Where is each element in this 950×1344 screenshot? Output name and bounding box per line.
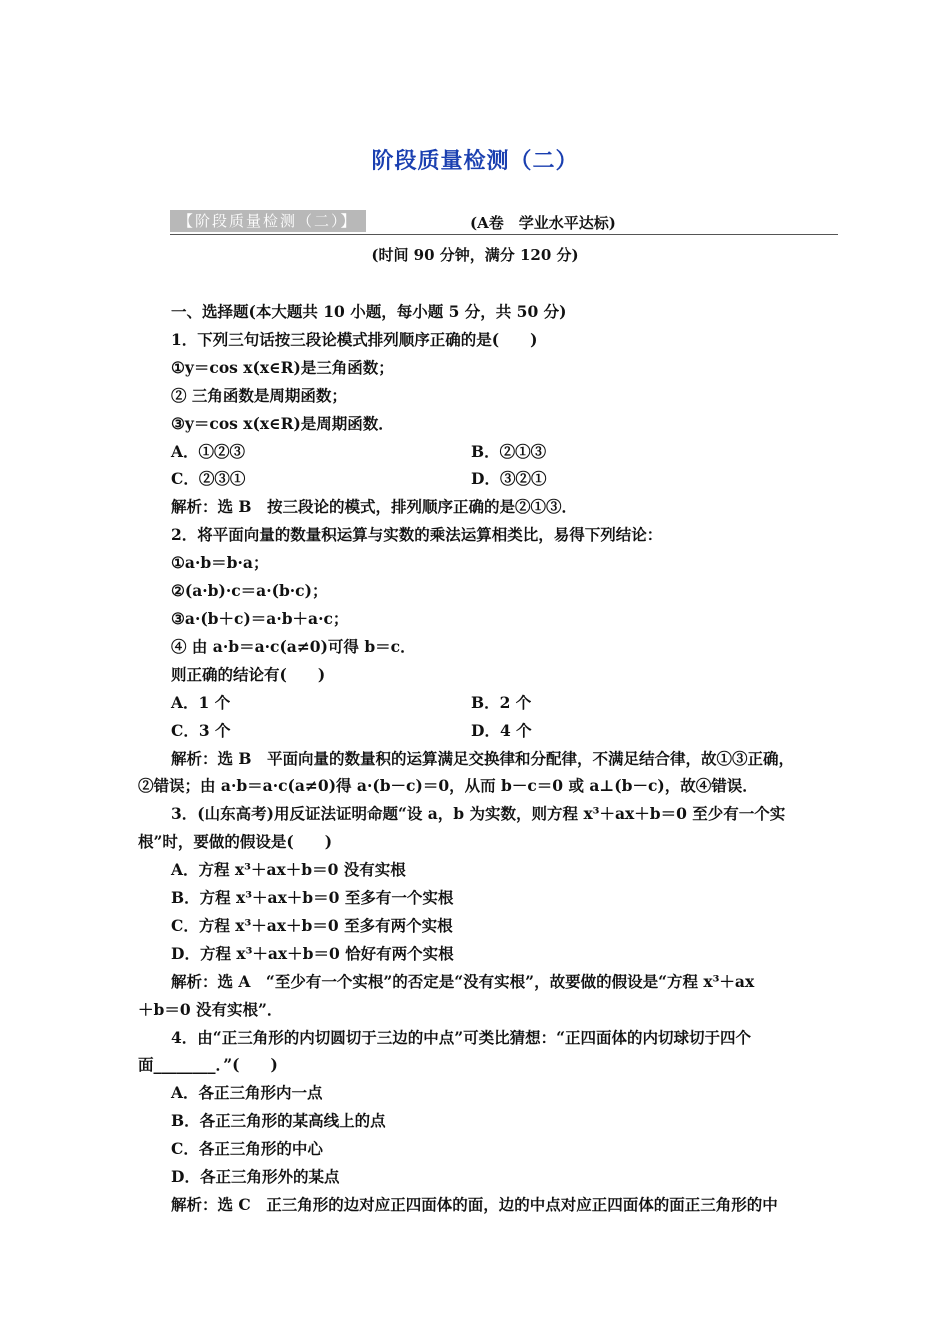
q2-answer: 解析：选 B 平面向量的数量积的运算满足交换律和分配律，不满足结合律，故①③正确，	[171, 748, 794, 768]
q1-option-c: C．②③①	[171, 469, 246, 489]
q1-stem: 1．下列三句话按三段论模式排列顺序正确的是( )	[171, 329, 538, 349]
q4-option-d: D．各正三角形外的某点	[171, 1167, 340, 1187]
q2-item: ③a·(b＋c)＝a·b＋a·c；	[171, 608, 349, 628]
q1-item: ③y＝cos x(x∈R)是周期函数．	[171, 413, 394, 433]
q3-answer-cont: ＋b＝0 没有实根”．	[138, 999, 283, 1019]
q2-options-row	[138, 689, 818, 717]
q1-options-row	[138, 438, 818, 466]
q2-option-b: B．2 个	[471, 692, 532, 712]
q2-option-a: A．1 个	[171, 692, 231, 712]
q1-option-b: B．②①③	[471, 441, 547, 461]
q3-option-c: C．方程 x³＋ax＋b＝0 至多有两个实根	[171, 915, 453, 935]
q2-options-row	[138, 717, 818, 745]
q4-option-a: A．各正三角形内一点	[171, 1083, 323, 1103]
q2-item: ①a·b＝b·a；	[171, 553, 269, 573]
q1-options-row	[138, 465, 818, 493]
exam-meta: (时间 90 分钟，满分 120 分)	[371, 246, 579, 264]
q4-stem-cont: 面________．”( )	[138, 1055, 278, 1075]
q1-item: ② 三角函数是周期函数；	[171, 385, 347, 405]
q4-stem: 4．由“正三角形的内切圆切于三边的中点”可类比猜想：“正四面体的内切球切于四个	[171, 1027, 752, 1047]
q4-answer: 解析：选 C 正三角形的边对应正四面体的面，边的中点对应正四面体的面正三角形的中	[171, 1195, 778, 1214]
q3-answer: 解析：选 A “至少有一个实根”的否定是“没有实根”，故要做的假设是“方程 x³＋ax	[171, 971, 755, 991]
q1-option-d: D．③②①	[471, 469, 547, 489]
q2-item: ④ 由 a·b＝a·c(a≠0)可得 b＝c．	[171, 636, 416, 656]
q3-option-b: B．方程 x³＋ax＋b＝0 至多有一个实根	[171, 888, 454, 908]
page-title: 阶段质量检测（二）	[371, 148, 579, 174]
q2-ask: 则正确的结论有( )	[171, 664, 326, 684]
q2-item: ②(a·b)·c＝a·(b·c)；	[171, 581, 328, 601]
q2-option-c: C．3 个	[171, 720, 231, 740]
q2-option-d: D．4 个	[471, 720, 532, 740]
q4-option-c: C．各正三角形的中心	[171, 1139, 323, 1159]
section-tag: 【阶段质量检测（二）】	[170, 210, 366, 232]
q3-stem: 3．(山东高考)用反证法证明命题“设 a，b 为实数，则方程 x³＋ax＋b＝0 至少有一个实	[171, 804, 786, 824]
section-header	[170, 210, 838, 235]
q3-option-d: D．方程 x³＋ax＋b＝0 恰好有两个实根	[171, 943, 454, 963]
question-list	[138, 298, 818, 1219]
q4-option-b: B．各正三角形的某高线上的点	[171, 1111, 386, 1131]
q3-option-a: A．方程 x³＋ax＋b＝0 没有实根	[171, 860, 406, 880]
q2-stem: 2．将平面向量的数量积运算与实数的乘法运算相类比，易得下列结论：	[171, 525, 663, 545]
q1-item: ①y＝cos x(x∈R)是三角函数；	[171, 357, 394, 377]
q1-option-a: A．①②③	[171, 441, 246, 461]
q2-answer-cont: ②错误；由 a·b＝a·c(a≠0)得 a·(b－c)＝0，从而 b－c＝0 或 a⊥(b－c)，故④错误．	[138, 776, 758, 796]
q1-answer: 解析：选 B 按三段论的模式，排列顺序正确的是②①③．	[171, 497, 577, 517]
section-heading: 一、选择题(本大题共 10 小题，每小题 5 分，共 50 分)	[171, 302, 567, 321]
q3-stem-cont: 根”时，要做的假设是( )	[138, 832, 333, 852]
volume-label: (A卷 学业水平达标)	[470, 214, 616, 232]
